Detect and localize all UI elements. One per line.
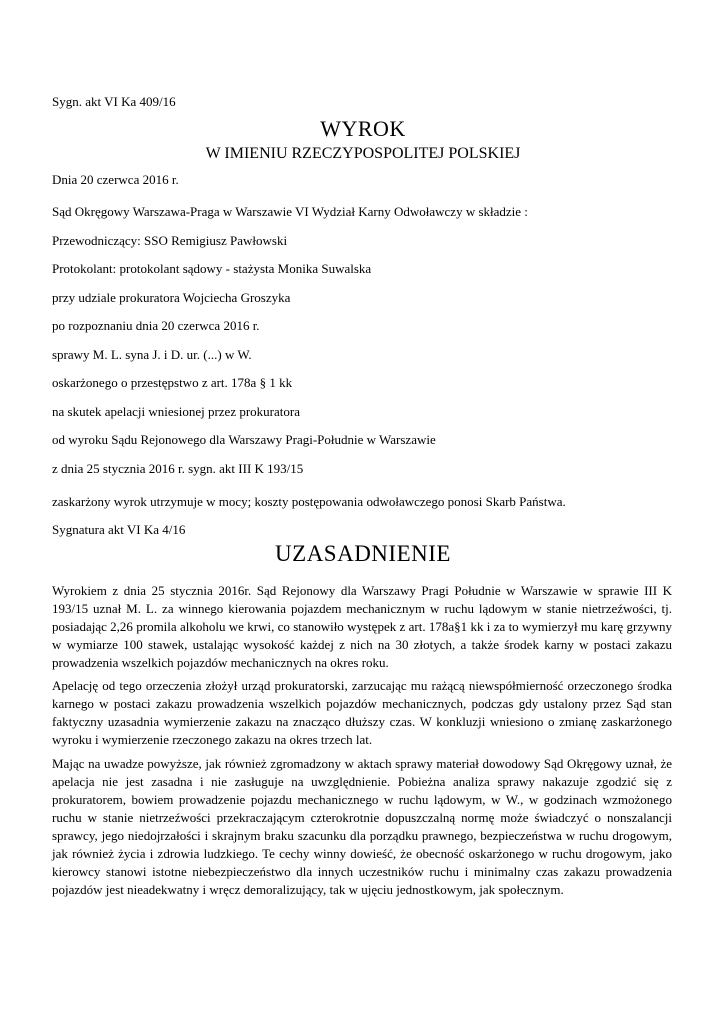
case-party: sprawy M. L. syna J. i D. ur. (...) w W.: [52, 347, 252, 362]
presiding-judge: Przewodniczący: SSO Remigiusz Pawłowski: [52, 233, 288, 248]
verdict-date: Dnia 20 czerwca 2016 r.: [52, 172, 179, 187]
verdict-subtitle: W IMIENIU RZECZYPOSPOLITEJ POLSKIEJ: [205, 145, 521, 162]
charge: oskarżonego o przestępstwo z art. 178a § 1 kk: [52, 375, 293, 390]
case-signature: Sygn. akt VI Ka 409/16: [52, 94, 176, 109]
hearing-date: po rozpoznaniu dnia 20 czerwca 2016 r.: [52, 318, 260, 333]
court-composition: Sąd Okręgowy Warszawa-Praga w Warszawie VI Wydział Karny Odwoławczy w składzie :: [52, 204, 528, 219]
court-clerk: Protokolant: protokolant sądowy - stażysta Monika Suwalska: [52, 261, 372, 276]
justification-paragraph-3: Mając na uwadze powyższe, jak również zgromadzony w aktach sprawy materiał dowodowy Sąd Okręgowy uznał, że apelacja nie jest zasadna i nie zasługuje na uwzględnienie. Pobieżna analiza sprawy nakazuje zgodzić się z prokuratorem, bowiem prowadzenie pojazdu mechanicznego w ruchu lądowym, w W., w godzinach wzmożonego ruchu w stanie nietrzeźwości przekraczającym czterokrotnie dopuszczalną normę może świadczyć o nonszalancji sprawcy, jego niedojrzałości i skrajnym braku szacunku dla porządku prawnego, bezpieczeństwa w ruchu drogowym, jak również życia i zdrowia ludzkiego. Te cechy winny dowieść, że obecność oskarżonego w ruchu drogowym, jako kierowcy stanowi istotne niebezpieczeństwo dla innych uczestników ruchu i minimalny czas zakazu prowadzenia pojazdów jest nieadekwatny i wręcz demoralizujący, tak w ujęciu jednostkowym, jak społecznym.: [52, 756, 672, 897]
justification-title: UZASADNIENIE: [275, 541, 451, 566]
justification-signature: Sygnatura akt VI Ka 4/16: [52, 522, 186, 537]
verdict-title: WYROK: [320, 116, 406, 141]
justification-paragraph-1: Wyrokiem z dnia 25 stycznia 2016r. Sąd Rejonowy dla Warszawy Pragi Południe w Warszawie w sprawie III K 193/15 uznał M. L. za winnego kierowania pojazdem mechanicznym w ruchu lądowym w stanie nietrzeźwości, tj. posiadając 2,26 promila alkoholu we krwi, co stanowiło występek z art. 178a§1 kk i za to wymierzył mu karę grzywny w wymiarze 100 stawek, ustalając wysokość każdej z nich na 30 złotych, a także środek karny w postaci zakazu prowadzenia wszelkich pojazdów mechanicznych na okres roku.: [52, 583, 672, 670]
prosecutor: przy udziale prokuratora Wojciecha Groszyka: [52, 290, 291, 305]
justification-paragraph-2: Apelację od tego orzeczenia złożył urząd prokuratorski, zarzucając mu rażącą niewspółmierność orzeczonego środka karnego w postaci zakazu prowadzenia wszelkich pojazdów mechanicznych, podczas gdy ustalony przez Sąd stan faktyczny uzasadnia wymierzenie zakazu na znacząco dłuższy czas. W konkluzji wniesiono o zmianę zaskarżonego wyroku i wymierzenie rzeczonego zakazu na okres trzech lat.: [52, 678, 672, 747]
lower-court-date: z dnia 25 stycznia 2016 r. sygn. akt III K 193/15: [52, 461, 304, 476]
ruling: zaskarżony wyrok utrzymuje w mocy; koszty postępowania odwoławczego ponosi Skarb Państwa.: [52, 494, 566, 509]
lower-court-judgment: od wyroku Sądu Rejonowego dla Warszawy Pragi-Południe w Warszawie: [52, 432, 436, 447]
appeal-basis: na skutek apelacji wniesionej przez prokuratora: [52, 404, 300, 419]
